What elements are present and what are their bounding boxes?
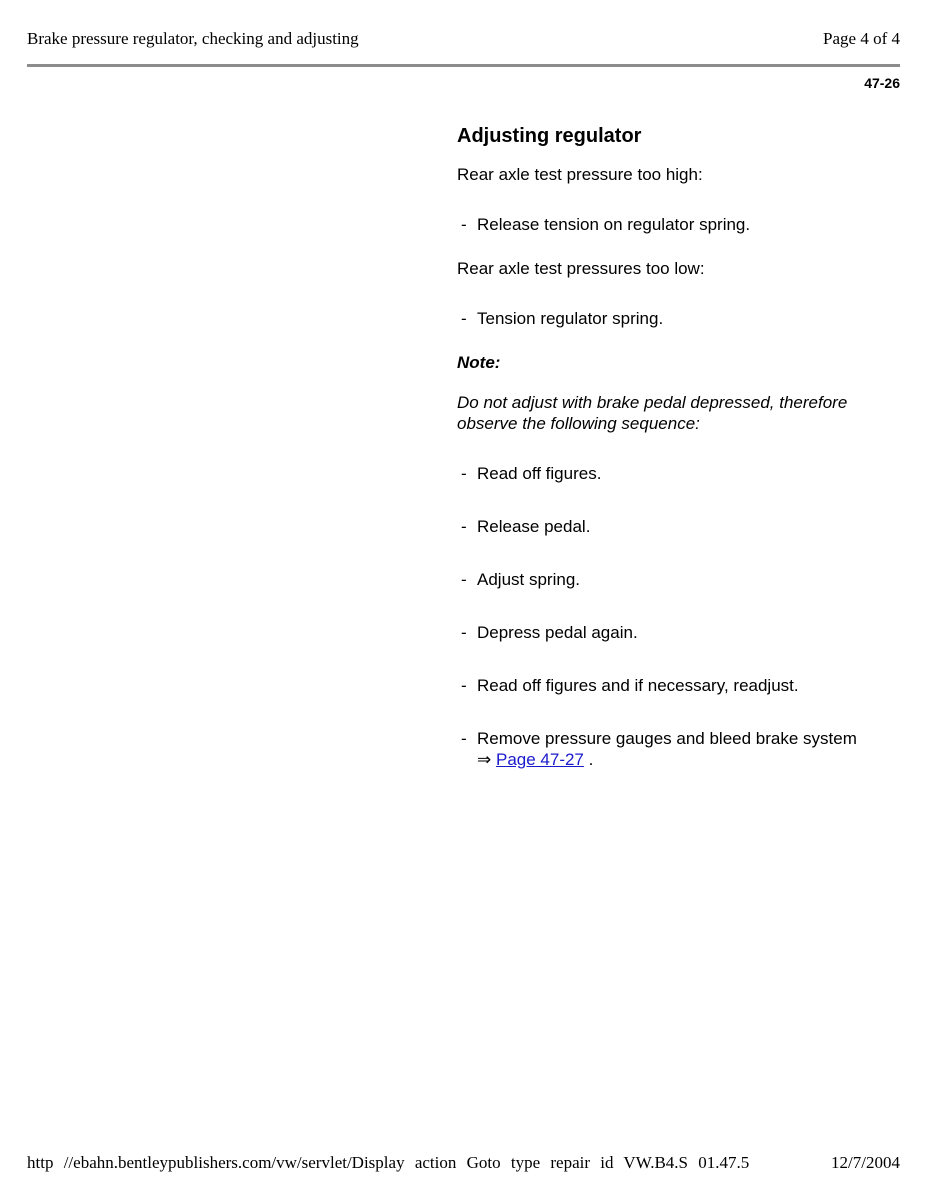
note-label: Note: (457, 353, 501, 372)
sequence-step-5 (457, 675, 857, 696)
step-suffix: . (588, 750, 594, 769)
manual-page-number: 47-26 (864, 75, 900, 91)
step-text: Adjust spring. (477, 570, 580, 589)
step-text: Release tension on regulator spring. (477, 215, 751, 234)
page-count: Page 4 of 4 (823, 29, 900, 48)
main-content (457, 123, 857, 770)
sequence-step-1 (457, 463, 857, 484)
step-dash: - (461, 570, 467, 589)
step-text: Read off figures. (477, 464, 602, 483)
page-47-27-link[interactable]: Page 47-27 (495, 750, 584, 769)
section-heading: Adjusting regulator (457, 125, 642, 147)
step-dash: - (461, 676, 467, 695)
step-release-tension (457, 214, 857, 235)
low-pressure-intro: Rear axle test pressures too low: (457, 259, 705, 278)
footer-url: http //ebahn.bentleypublishers.com/vw/servlet/Display action Goto type repair id VW.B4.S 01.47.5 (27, 1153, 750, 1172)
step-text: Tension regulator spring. (477, 309, 664, 328)
step-dash: - (461, 309, 467, 328)
step-text: Depress pedal again. (477, 623, 638, 642)
sequence-step-4 (457, 622, 857, 643)
sequence-step-2 (457, 516, 857, 537)
print-header (27, 29, 900, 51)
sequence-step-6 (457, 728, 857, 770)
step-dash: - (461, 517, 467, 536)
step-dash: - (461, 623, 467, 642)
step-dash: - (461, 215, 467, 234)
step-dash: - (461, 464, 467, 483)
step-tension-spring (457, 308, 857, 329)
note-text: Do not adjust with brake pedal depressed, therefore observe the following sequence: (457, 393, 848, 433)
footer-date: 12/7/2004 (831, 1153, 900, 1172)
step-text: Read off figures and if necessary, readjust. (477, 676, 799, 695)
step-dash: - (461, 729, 467, 748)
sequence-step-3 (457, 569, 857, 590)
high-pressure-intro: Rear axle test pressure too high: (457, 165, 703, 184)
step-text: Remove pressure gauges and bleed brake system ⇒ (477, 729, 857, 769)
header-divider (27, 64, 900, 67)
step-text: Release pedal. (477, 517, 591, 536)
document-title: Brake pressure regulator, checking and adjusting (27, 29, 359, 48)
